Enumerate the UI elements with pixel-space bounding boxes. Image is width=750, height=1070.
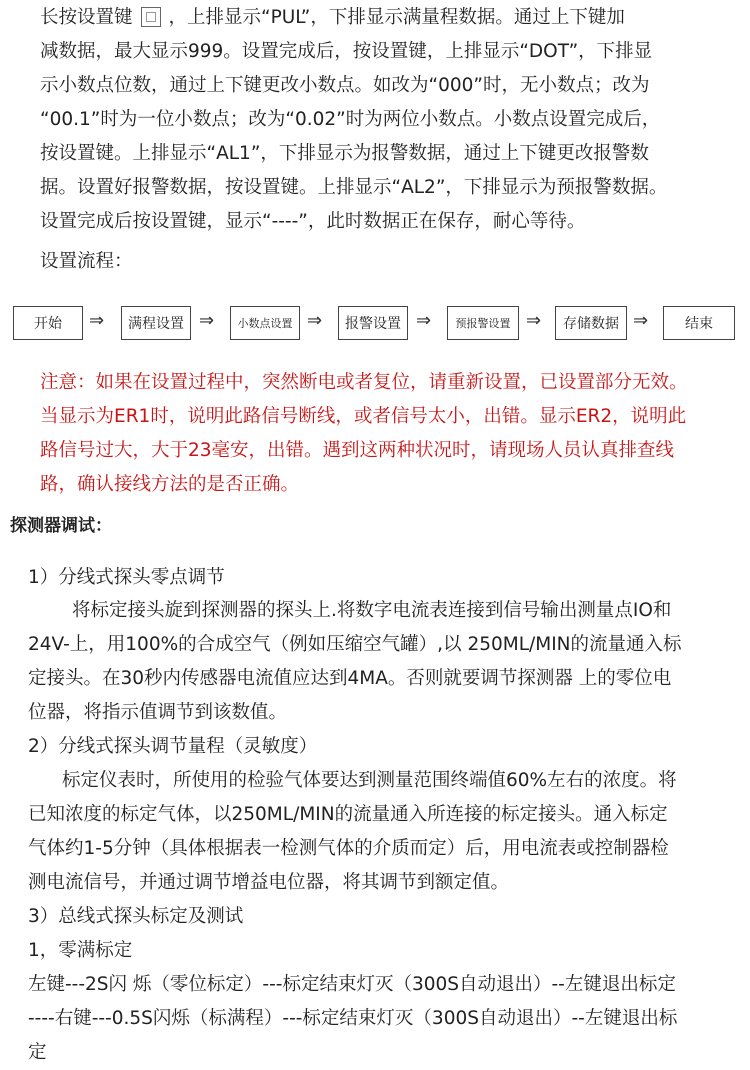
s2-line-2: 已知浓度的标定气体，以250ML/MIN的流量通入所连接的标定接头。通入标定 [28, 804, 668, 825]
s1-line-4: 位器，将指示值调节到该数值。 [28, 702, 288, 723]
s3-subtitle: 1，零满标定 [28, 940, 133, 961]
s3-line-1: 左键---2S闪 烁（零位标定）---标定结束灯灭（300S自动退出）--左键退出标定 [28, 974, 676, 995]
flow-step-end: 结束 [663, 306, 735, 340]
s2-line-3: 气体约1-5分钟（具体根据表一检测气体的介质而定）后，用电流表或控制器检 [28, 838, 669, 859]
intro-line-7: 设置完成后按设置键，显示“----”，此时数据正在保存，耐心等待。 [40, 211, 586, 232]
flow-title: 设置流程： [40, 251, 133, 272]
flow-arrow-icon: ⇒ [526, 310, 542, 331]
debug-heading: 探测器调试： [10, 516, 112, 536]
intro-line-1 [40, 1, 625, 35]
s1-line-1: 将标定接头旋到探测器的探头上.将数字电流表连接到信号输出测量点IO和 [72, 600, 672, 621]
s2-line-4: 测电流信号，并通过调节增益电位器，将其调节到额定值。 [28, 872, 510, 893]
intro-line-1a: 长按设置键 [40, 7, 133, 28]
notice-line-2: 当显示为ER1时，说明此路信号断线，或者信号太小，出错。显示ER2，说明此 [40, 406, 687, 427]
s1-line-3: 定接头。在30秒内传感器电流值应达到4MA。否则就要调节探测器 上的零位电 [28, 668, 672, 689]
notice-line-1: 注意：如果在设置过程中，突然断电或者复位，请重新设置，已设置部分无效。 [40, 372, 688, 393]
s3-title: 3）总线式探头标定及测试 [28, 906, 244, 927]
flow-step-full-range: 满程设置 [121, 306, 191, 340]
s2-line-1: 标定仪表时，所使用的检验气体要达到测量范围终端值60%左右的浓度。将 [62, 770, 677, 791]
setup-flow-diagram [13, 306, 737, 342]
intro-line-2: 减数据，最大显示999。设置完成后，按设置键，上排显示“DOT”，下排显 [40, 41, 653, 62]
intro-line-4: “00.1”时为一位小数点；改为“0.02”时为两位小数点。小数点设置完成后， [40, 109, 661, 130]
s3-line-3: 定 [28, 1042, 47, 1063]
intro-line-5: 按设置键。上排显示“AL1”，下排显示为报警数据，通过上下键更改报警数 [40, 143, 649, 164]
flow-arrow-icon: ⇒ [633, 310, 649, 331]
flow-arrow-icon: ⇒ [416, 310, 432, 331]
flow-arrow-icon: ⇒ [89, 310, 105, 331]
intro-line-3: 示小数点位数，通过上下键更改小数点。如改为“000”时，无小数点；改为 [40, 75, 650, 96]
flow-step-start: 开始 [13, 306, 83, 340]
s3-line-2: ----右键---0.5S闪烁（标满程）---标定结束灯灭（300S自动退出）--左键退出标 [28, 1008, 678, 1029]
set-key-icon [141, 7, 161, 27]
s2-title: 2）分线式探头调节量程（灵敏度） [28, 736, 318, 757]
intro-line-1b: ，上排显示“PUL”，下排显示满量程数据。通过上下键加 [168, 7, 625, 28]
flow-arrow-icon: ⇒ [199, 310, 215, 331]
notice-line-3: 路信号过大，大于23毫安，出错。遇到这两种状况时，请现场人员认真排查线 [40, 440, 675, 461]
flow-step-decimal: 小数点设置 [230, 306, 300, 340]
s1-title: 1）分线式探头零点调节 [28, 567, 225, 588]
s1-line-2: 24V-上，用100%的合成空气（例如压缩空气罐）,以 250ML/MIN的流量通入标 [28, 634, 682, 655]
flow-step-pre-alarm: 预报警设置 [447, 306, 519, 340]
flow-step-save: 存储数据 [555, 306, 627, 340]
flow-arrow-icon: ⇒ [307, 310, 323, 331]
intro-line-6: 据。设置好报警数据，按设置键。上排显示“AL2”，下排显示为预报警数据。 [40, 177, 668, 198]
notice-line-4: 路，确认接线方法的是否正确。 [40, 474, 300, 495]
flow-step-alarm: 报警设置 [338, 306, 408, 340]
